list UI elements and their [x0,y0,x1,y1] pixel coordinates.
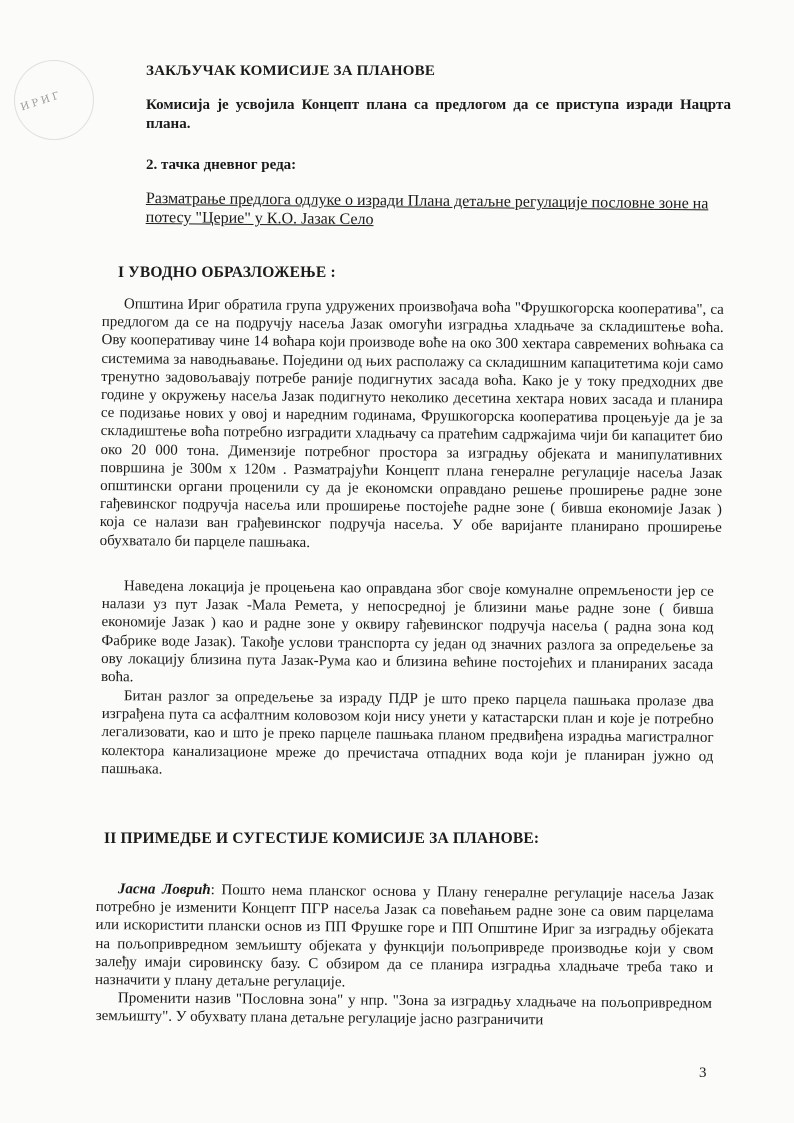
section2-paragraph-1 [95,880,714,995]
stamp-text: ИРИГ [19,89,64,114]
section1-paragraph-3: Битан разлог за опредељење за израду ПДР је што преко парцела пашњака пролазе два изграђена пута са асфалтним коловозом који нису унети у катастарски план и које је потребно легализовати, као и што је преко парцеле пашњака планом предвиђена израдња магистралног колектора канализационе мреже до пречистача отпадних вода који је планиран јужно од пашњака. [101,688,714,778]
section1-paragraph-1: Општина Ириг обратила група удружених произвођача воћа "Фрушкогорска кооператива", са предлогом да се на подручју насеља Јазак омогући изградња хладњаче за складиштење воћа. Ову кооперативау чине 14 воћара који производе воће на око 300 хектара савремених воћњака са системима за наводњавање. Поједини од њих располажу са складишним капацитетима који само тренутно задовољавају потребе раније подигнутих засада воћа. Како је у току предходних две године у окружењу насеља Јазак подигнуто неколико десетина хектара нових засада и планира се подизање нових у овој и наредним годинама, Фрушкогорска кооператива процењује да је за складиштење воћа потребно изградити хладњачу са пратећим садржајима чији би капацитет био око 20 000 тона. Димензије потребног простора за изградњу објеката и манипулативних површина је 300м x 120м . Разматрајући Концепт плана генералне регулације насеља Јазак општински органи проценили су да је економски оправдано решење проширење радне зоне гађевинског подручја насеља или проширење постојеће радне зоне ( бивша економије Јазак ) која се налази ван грађевинског подручја насеља. У обе варијанте планирано проширење обухватало би парцеле пашњака. [99,296,724,551]
section2-paragraph-1-text: : Пошто нема планског основа у Плану генералне регулације насеља Јазак потребно је изменити Концепт ПГР насеља Јазак са повећањем радне зоне са овим парцелама или искористити плански основ из ПП Фрушке горе и ПП Општине Ириг за изградњу објеката на пољопривредном земљишту објеката у функцији пољопривреде производње који у свом залеђу имаји сировинску базу. С обзиром да се планира изградња хладњаче треба тако и назначити у плану детаљне регулације. [94,882,714,991]
section1-paragraph-2: Наведена локација је процењена као оправдана због своје комуналне опремљености јер се налази уз пут Јазак -Мала Ремета, у непосредној је близини мање радне зоне ( бивша економије Јазак ) као и радне зоне у оквиру гађевинског подручја насеља ( радна зона код Фабрике воде Јазак). Такође услови транспорта су један од значних разлога за опредељење за ову локацију близина пута Јазак-Рума као и близина већине постојећих и планираних засада воћа. [100,578,714,686]
page-number: 3 [699,1065,707,1081]
conclusion-heading: ЗАКЉУЧАК КОМИСИЈЕ ЗА ПЛАНОВЕ [146,63,436,79]
section2-paragraph-2: Променити назив "Пословна зона" у нпр. "Зона за изградњу хладњаче на пољопривредном земљишту". У обухвату плана детаљне регулације јасно разграничити [95,990,712,1029]
section1-title: I УВОДНО ОБРАЗЛОЖЕЊЕ : [118,264,336,281]
agenda-point: 2. тачка дневног реда: [146,157,297,173]
conclusion-text: Комисија је усвојила Концепт плана са предлогом да се приступа изради Нацрта плана. [146,97,731,132]
agenda-subject: Разматрање предлога одлуке о изради Плана детаљне регулације пословне зоне на потесу "Церие" у К.О. Јазак Село [145,189,709,229]
speaker-name: Јасна Ловрић [117,881,211,899]
section2-title: II ПРИМЕДБЕ И СУГЕСТИЈЕ КОМИСИЈЕ ЗА ПЛАНОВЕ: [104,830,540,847]
